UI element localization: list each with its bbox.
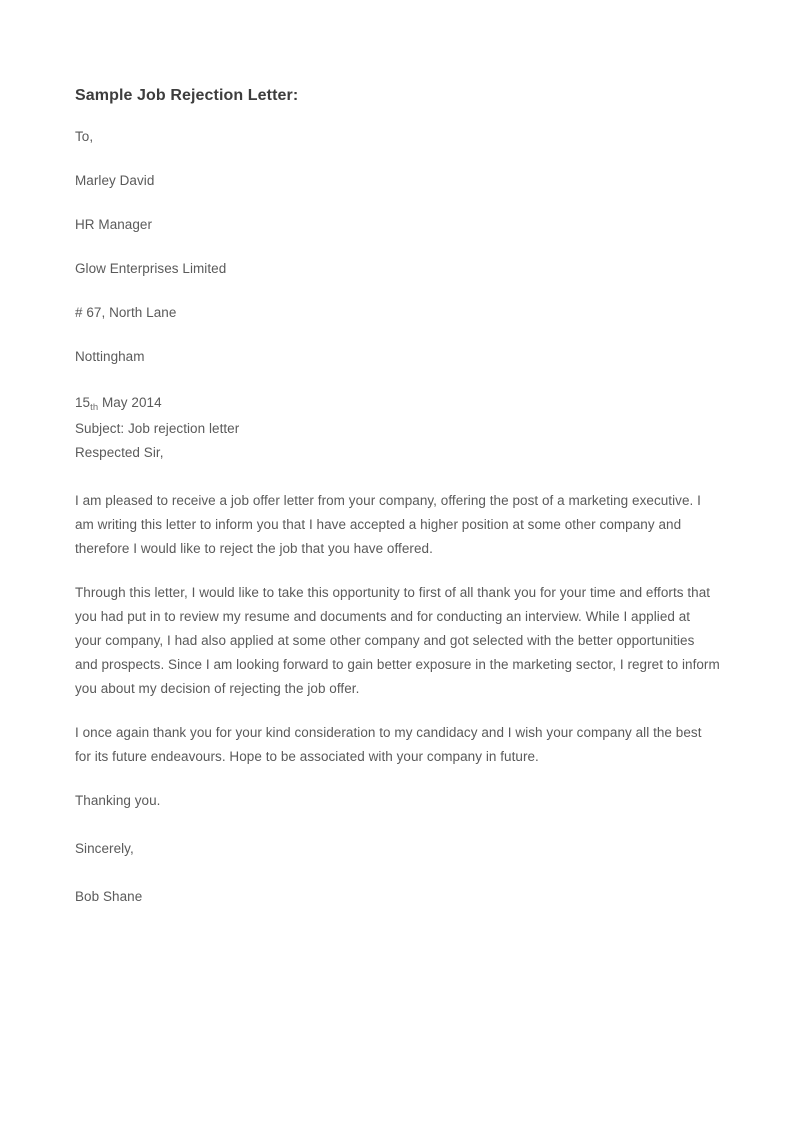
date-ordinal-suffix: th [90, 402, 99, 413]
page-title: Sample Job Rejection Letter: [75, 87, 299, 104]
recipient-company: Glow Enterprises Limited [75, 261, 227, 276]
thanking-line: Thanking you. [75, 793, 161, 808]
body-paragraph-2: Through this letter, I would like to take this opportunity to first of all thank you for your time and efforts that you had put in to review my resume and documents and for conducting an interview. While I applied at your company, I had also applied at some other company and got selected with the better opportunities and prospects. Since I am looking forward to gain better exposure in the marketing sector, I regret to inform you about my decision of rejecting the job offer. [75, 585, 720, 696]
date-line [75, 391, 720, 417]
body-paragraph-1: I am pleased to receive a job offer letter from your company, offering the post of a marketing executive. I am writing this letter to inform you that I have accepted a higher position at some other company and therefore I would like to reject the job that you have offered. [75, 493, 701, 556]
letter-meta-block [75, 391, 720, 465]
sender-name: Bob Shane [75, 889, 143, 904]
closing-salutation: Sincerely, [75, 841, 134, 856]
salutation-to: To, [75, 129, 94, 144]
date-day: 15 [75, 395, 91, 410]
subject-line: Subject: Job rejection letter [75, 421, 240, 436]
recipient-job-title: HR Manager [75, 217, 153, 232]
body-paragraph-3: I once again thank you for your kind consideration to my candidacy and I wish your company all the best for its future endeavours. Hope to be associated with your company in future. [75, 725, 702, 764]
letter-content [75, 86, 720, 909]
recipient-name: Marley David [75, 173, 155, 188]
recipient-street: # 67, North Lane [75, 305, 177, 320]
greeting-line: Respected Sir, [75, 445, 164, 460]
recipient-city: Nottingham [75, 349, 145, 364]
date-rest: May 2014 [98, 395, 162, 410]
